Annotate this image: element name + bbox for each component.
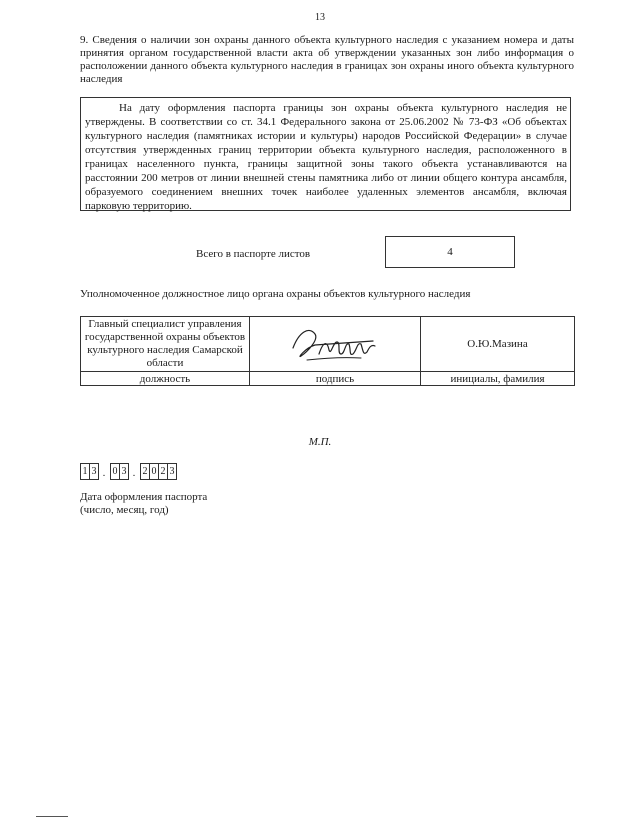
- signature-table: [80, 316, 575, 386]
- date-digit: 1: [80, 463, 90, 480]
- caption-position: должность: [81, 372, 250, 386]
- date-digit: 0: [149, 463, 159, 480]
- date-caption: [80, 491, 207, 517]
- date-caption-line2: (число, месяц, год): [80, 504, 169, 516]
- official-name: О.Ю.Мазина: [421, 317, 575, 372]
- official-position: Главный специалист управления государственной охраны объектов культурного наследия Самарской области: [81, 317, 250, 372]
- date-digit: 2: [140, 463, 150, 480]
- signature-cell: [250, 317, 421, 372]
- section-9-heading: 9. Сведения о наличии зон охраны данного объекта культурного наследия с указанием номера и даты принятия органом государственной власти акта об утверждении указанных зон либо информация о расположении данного объекта культурного наследия в границах зон охраны иного объекта культурного наследия: [80, 34, 574, 85]
- sheets-count-box: 4: [385, 236, 515, 268]
- date-digit: 0: [110, 463, 120, 480]
- stamp-label: М.П.: [308, 436, 332, 448]
- footer-line: [36, 816, 68, 817]
- date-separator: .: [132, 468, 136, 479]
- section-9-content-box: На дату оформления паспорта границы зон охраны объекта культурного наследия не утверждены. В соответствии со ст. 34.1 Федерального закона от 25.06.2002 № 73-ФЗ «Об объектах культурного наследия (памятниках истории и культуры) народов Российской Федерации» в случае отсутствия утвержденных границ территории объекта культурного наследия, расположенного в границах населенного пункта, границы защитной зоны такого объекта устанавливаются на расстоянии 200 метров от линии внешней стены памятника либо от линии общего контура ансамбля, образуемого соединением внешних точек наиболее удаленных элементов ансамбля, включая парковую территорию.: [80, 97, 571, 211]
- sheets-count-label: Всего в паспорте листов: [196, 248, 311, 260]
- page-number: 13: [315, 12, 325, 23]
- date-caption-line1: Дата оформления паспорта: [80, 491, 208, 503]
- date-separator: .: [102, 468, 106, 479]
- date-digit: 2: [158, 463, 168, 480]
- official-heading: Уполномоченное должностное лицо органа охраны объектов культурного наследия: [80, 288, 471, 300]
- date-digit: 3: [119, 463, 129, 480]
- caption-name: инициалы, фамилия: [421, 372, 575, 386]
- handwritten-signature: [275, 318, 395, 368]
- date-digit: 3: [167, 463, 177, 480]
- caption-signature: подпись: [250, 372, 421, 386]
- date-field: [80, 460, 176, 480]
- date-digit: 3: [89, 463, 99, 480]
